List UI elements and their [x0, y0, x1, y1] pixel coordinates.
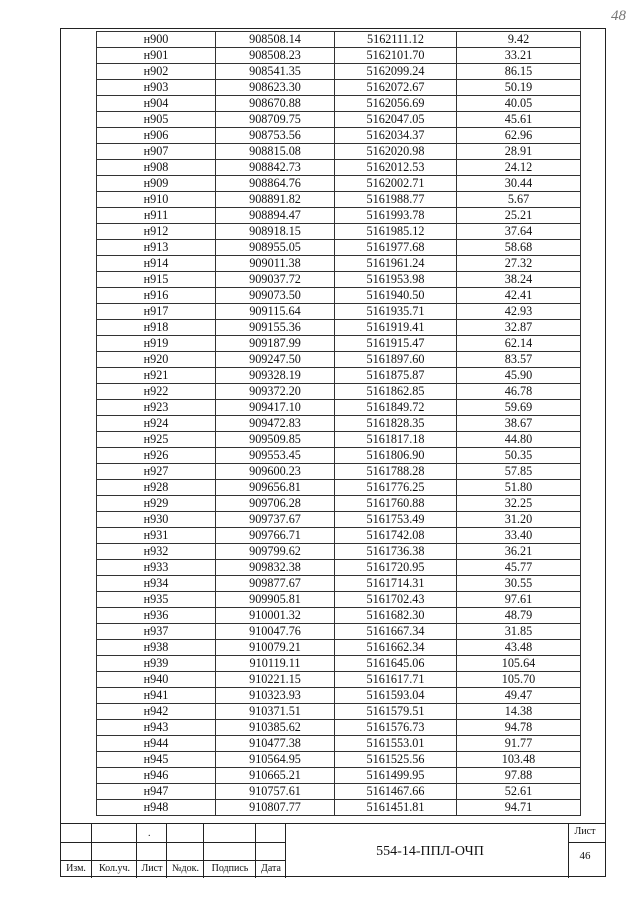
y-coordinate-cell: 5161742.08: [335, 528, 457, 544]
table-row: [97, 32, 581, 48]
distance-cell: 25.21: [457, 208, 581, 224]
label-kol-uch: Кол.уч.: [98, 863, 131, 874]
sheet-label: Лист: [574, 826, 596, 837]
table-row: [97, 592, 581, 608]
distance-cell: 105.64: [457, 656, 581, 672]
point-id-cell: н924: [97, 416, 216, 432]
x-coordinate-cell: 908864.76: [216, 176, 335, 192]
y-coordinate-cell: 5161961.24: [335, 256, 457, 272]
x-coordinate-cell: 909472.83: [216, 416, 335, 432]
x-coordinate-cell: 910564.95: [216, 752, 335, 768]
table-row: [97, 800, 581, 816]
distance-cell: 86.15: [457, 64, 581, 80]
distance-cell: 51.80: [457, 480, 581, 496]
point-id-cell: н916: [97, 288, 216, 304]
table-row: [97, 672, 581, 688]
x-coordinate-cell: 910757.61: [216, 784, 335, 800]
y-coordinate-cell: 5161499.95: [335, 768, 457, 784]
distance-cell: 94.71: [457, 800, 581, 816]
table-row: [97, 432, 581, 448]
y-coordinate-cell: 5161667.34: [335, 624, 457, 640]
point-id-cell: н918: [97, 320, 216, 336]
y-coordinate-cell: 5161645.06: [335, 656, 457, 672]
point-id-cell: н905: [97, 112, 216, 128]
distance-cell: 5.67: [457, 192, 581, 208]
y-coordinate-cell: 5162012.53: [335, 160, 457, 176]
x-coordinate-cell: 909656.81: [216, 480, 335, 496]
x-coordinate-cell: 908891.82: [216, 192, 335, 208]
point-id-cell: н904: [97, 96, 216, 112]
page-marker: 48: [611, 8, 626, 24]
y-coordinate-cell: 5161579.51: [335, 704, 457, 720]
label-data: Дата: [261, 863, 281, 874]
x-coordinate-cell: 909766.71: [216, 528, 335, 544]
distance-cell: 40.05: [457, 96, 581, 112]
x-coordinate-cell: 909187.99: [216, 336, 335, 352]
point-id-cell: н911: [97, 208, 216, 224]
distance-cell: 62.14: [457, 336, 581, 352]
x-coordinate-cell: 910001.32: [216, 608, 335, 624]
y-coordinate-cell: 5161988.77: [335, 192, 457, 208]
point-id-cell: н928: [97, 480, 216, 496]
x-coordinate-cell: 909247.50: [216, 352, 335, 368]
x-coordinate-cell: 910221.15: [216, 672, 335, 688]
x-coordinate-cell: 909037.72: [216, 272, 335, 288]
y-coordinate-cell: 5161736.38: [335, 544, 457, 560]
distance-cell: 24.12: [457, 160, 581, 176]
distance-cell: 27.32: [457, 256, 581, 272]
point-id-cell: н943: [97, 720, 216, 736]
table-row: [97, 544, 581, 560]
distance-cell: 62.96: [457, 128, 581, 144]
distance-cell: 9.42: [457, 32, 581, 48]
y-coordinate-cell: 5161617.71: [335, 672, 457, 688]
y-coordinate-cell: 5162047.05: [335, 112, 457, 128]
table-row: [97, 384, 581, 400]
table-row: [97, 736, 581, 752]
y-coordinate-cell: 5162072.67: [335, 80, 457, 96]
point-id-cell: н901: [97, 48, 216, 64]
distance-cell: 42.93: [457, 304, 581, 320]
distance-cell: 97.61: [457, 592, 581, 608]
distance-cell: 52.61: [457, 784, 581, 800]
point-id-cell: н912: [97, 224, 216, 240]
title-block: [60, 823, 606, 878]
y-coordinate-cell: 5162099.24: [335, 64, 457, 80]
y-coordinate-cell: 5161915.47: [335, 336, 457, 352]
distance-cell: 46.78: [457, 384, 581, 400]
x-coordinate-cell: 909877.67: [216, 576, 335, 592]
x-coordinate-cell: 908508.23: [216, 48, 335, 64]
point-id-cell: н923: [97, 400, 216, 416]
distance-cell: 105.70: [457, 672, 581, 688]
y-coordinate-cell: 5161977.68: [335, 240, 457, 256]
point-id-cell: н922: [97, 384, 216, 400]
x-coordinate-cell: 910665.21: [216, 768, 335, 784]
table-row: [97, 112, 581, 128]
distance-cell: 32.25: [457, 496, 581, 512]
point-id-cell: н908: [97, 160, 216, 176]
y-coordinate-cell: 5161897.60: [335, 352, 457, 368]
y-coordinate-cell: 5161753.49: [335, 512, 457, 528]
table-row: [97, 768, 581, 784]
table-row: [97, 272, 581, 288]
point-id-cell: н910: [97, 192, 216, 208]
label-ndok: №док.: [172, 863, 199, 874]
table-row: [97, 64, 581, 80]
x-coordinate-cell: 909799.62: [216, 544, 335, 560]
y-coordinate-cell: 5161862.85: [335, 384, 457, 400]
table-row: [97, 448, 581, 464]
distance-cell: 103.48: [457, 752, 581, 768]
distance-cell: 36.21: [457, 544, 581, 560]
y-coordinate-cell: 5161993.78: [335, 208, 457, 224]
table-row: [97, 624, 581, 640]
y-coordinate-cell: 5162034.37: [335, 128, 457, 144]
x-coordinate-cell: 908918.15: [216, 224, 335, 240]
table-row: [97, 784, 581, 800]
label-izm: Изм.: [66, 863, 86, 874]
stamp-dot: .: [148, 828, 151, 839]
distance-cell: 59.69: [457, 400, 581, 416]
table-row: [97, 576, 581, 592]
point-id-cell: н925: [97, 432, 216, 448]
y-coordinate-cell: 5162020.98: [335, 144, 457, 160]
table-row: [97, 464, 581, 480]
x-coordinate-cell: 909905.81: [216, 592, 335, 608]
table-row: [97, 176, 581, 192]
x-coordinate-cell: 910323.93: [216, 688, 335, 704]
table-row: [97, 416, 581, 432]
table-row: [97, 704, 581, 720]
point-id-cell: н913: [97, 240, 216, 256]
x-coordinate-cell: 910385.62: [216, 720, 335, 736]
y-coordinate-cell: 5161919.41: [335, 320, 457, 336]
label-podpis: Подпись: [211, 863, 249, 874]
y-coordinate-cell: 5161576.73: [335, 720, 457, 736]
label-list: Лист: [141, 863, 163, 874]
y-coordinate-cell: 5161875.87: [335, 368, 457, 384]
x-coordinate-cell: 909328.19: [216, 368, 335, 384]
distance-cell: 91.77: [457, 736, 581, 752]
table-row: [97, 256, 581, 272]
sheet-number: 46: [579, 850, 591, 862]
point-id-cell: н945: [97, 752, 216, 768]
y-coordinate-cell: 5161940.50: [335, 288, 457, 304]
table-row: [97, 96, 581, 112]
table-row: [97, 224, 581, 240]
x-coordinate-cell: 908623.30: [216, 80, 335, 96]
table-row: [97, 160, 581, 176]
x-coordinate-cell: 909155.36: [216, 320, 335, 336]
y-coordinate-cell: 5161467.66: [335, 784, 457, 800]
distance-cell: 50.19: [457, 80, 581, 96]
point-id-cell: н927: [97, 464, 216, 480]
distance-cell: 37.64: [457, 224, 581, 240]
point-id-cell: н915: [97, 272, 216, 288]
point-id-cell: н920: [97, 352, 216, 368]
distance-cell: 42.41: [457, 288, 581, 304]
x-coordinate-cell: 910047.76: [216, 624, 335, 640]
table-row: [97, 368, 581, 384]
y-coordinate-cell: 5161806.90: [335, 448, 457, 464]
point-id-cell: н933: [97, 560, 216, 576]
point-id-cell: н931: [97, 528, 216, 544]
point-id-cell: н944: [97, 736, 216, 752]
y-coordinate-cell: 5161760.88: [335, 496, 457, 512]
point-id-cell: н921: [97, 368, 216, 384]
point-id-cell: н934: [97, 576, 216, 592]
x-coordinate-cell: 909832.38: [216, 560, 335, 576]
x-coordinate-cell: 910807.77: [216, 800, 335, 816]
x-coordinate-cell: 908815.08: [216, 144, 335, 160]
x-coordinate-cell: 908955.05: [216, 240, 335, 256]
point-id-cell: н900: [97, 32, 216, 48]
y-coordinate-cell: 5162101.70: [335, 48, 457, 64]
y-coordinate-cell: 5161702.43: [335, 592, 457, 608]
point-id-cell: н946: [97, 768, 216, 784]
table-row: [97, 352, 581, 368]
table-row: [97, 128, 581, 144]
distance-cell: 58.68: [457, 240, 581, 256]
x-coordinate-cell: 909706.28: [216, 496, 335, 512]
y-coordinate-cell: 5161720.95: [335, 560, 457, 576]
distance-cell: 30.44: [457, 176, 581, 192]
table-row: [97, 208, 581, 224]
table-row: [97, 48, 581, 64]
table-row: [97, 240, 581, 256]
distance-cell: 33.40: [457, 528, 581, 544]
table-row: [97, 560, 581, 576]
y-coordinate-cell: 5161849.72: [335, 400, 457, 416]
distance-cell: 57.85: [457, 464, 581, 480]
point-id-cell: н917: [97, 304, 216, 320]
y-coordinate-cell: 5161553.01: [335, 736, 457, 752]
y-coordinate-cell: 5161953.98: [335, 272, 457, 288]
distance-cell: 31.85: [457, 624, 581, 640]
table-row: [97, 288, 581, 304]
x-coordinate-cell: 910371.51: [216, 704, 335, 720]
distance-cell: 28.91: [457, 144, 581, 160]
y-coordinate-cell: 5161788.28: [335, 464, 457, 480]
distance-cell: 31.20: [457, 512, 581, 528]
distance-cell: 38.24: [457, 272, 581, 288]
y-coordinate-cell: 5162056.69: [335, 96, 457, 112]
distance-cell: 45.90: [457, 368, 581, 384]
point-id-cell: н942: [97, 704, 216, 720]
point-id-cell: н947: [97, 784, 216, 800]
x-coordinate-cell: 908709.75: [216, 112, 335, 128]
point-id-cell: н907: [97, 144, 216, 160]
y-coordinate-cell: 5161817.18: [335, 432, 457, 448]
table-row: [97, 400, 581, 416]
distance-cell: 32.87: [457, 320, 581, 336]
y-coordinate-cell: 5161593.04: [335, 688, 457, 704]
table-row: [97, 640, 581, 656]
y-coordinate-cell: 5162111.12: [335, 32, 457, 48]
table-row: [97, 480, 581, 496]
distance-cell: 50.35: [457, 448, 581, 464]
x-coordinate-cell: 909011.38: [216, 256, 335, 272]
y-coordinate-cell: 5161985.12: [335, 224, 457, 240]
distance-cell: 45.77: [457, 560, 581, 576]
distance-cell: 30.55: [457, 576, 581, 592]
point-id-cell: н936: [97, 608, 216, 624]
y-coordinate-cell: 5161451.81: [335, 800, 457, 816]
x-coordinate-cell: 910477.38: [216, 736, 335, 752]
point-id-cell: н914: [97, 256, 216, 272]
table-row: [97, 144, 581, 160]
x-coordinate-cell: 908508.14: [216, 32, 335, 48]
table-row: [97, 528, 581, 544]
x-coordinate-cell: 909600.23: [216, 464, 335, 480]
point-id-cell: н948: [97, 800, 216, 816]
x-coordinate-cell: 909509.85: [216, 432, 335, 448]
point-id-cell: н903: [97, 80, 216, 96]
point-id-cell: н935: [97, 592, 216, 608]
distance-cell: 44.80: [457, 432, 581, 448]
x-coordinate-cell: 909417.10: [216, 400, 335, 416]
table-row: [97, 304, 581, 320]
distance-cell: 38.67: [457, 416, 581, 432]
distance-cell: 97.88: [457, 768, 581, 784]
point-id-cell: н906: [97, 128, 216, 144]
x-coordinate-cell: 908842.73: [216, 160, 335, 176]
document-code: 554-14-ППЛ-ОЧП: [376, 844, 484, 859]
coordinates-table: [96, 31, 581, 816]
point-id-cell: н926: [97, 448, 216, 464]
distance-cell: 43.48: [457, 640, 581, 656]
table-row: [97, 608, 581, 624]
x-coordinate-cell: 909372.20: [216, 384, 335, 400]
x-coordinate-cell: 910079.21: [216, 640, 335, 656]
y-coordinate-cell: 5161935.71: [335, 304, 457, 320]
point-id-cell: н930: [97, 512, 216, 528]
x-coordinate-cell: 909553.45: [216, 448, 335, 464]
distance-cell: 83.57: [457, 352, 581, 368]
distance-cell: 33.21: [457, 48, 581, 64]
x-coordinate-cell: 909073.50: [216, 288, 335, 304]
distance-cell: 94.78: [457, 720, 581, 736]
point-id-cell: н902: [97, 64, 216, 80]
table-row: [97, 496, 581, 512]
point-id-cell: н941: [97, 688, 216, 704]
distance-cell: 45.61: [457, 112, 581, 128]
point-id-cell: н937: [97, 624, 216, 640]
x-coordinate-cell: 909737.67: [216, 512, 335, 528]
table-row: [97, 320, 581, 336]
y-coordinate-cell: 5161682.30: [335, 608, 457, 624]
x-coordinate-cell: 908541.35: [216, 64, 335, 80]
point-id-cell: н929: [97, 496, 216, 512]
y-coordinate-cell: 5161525.56: [335, 752, 457, 768]
point-id-cell: н909: [97, 176, 216, 192]
table-row: [97, 512, 581, 528]
table-row: [97, 80, 581, 96]
point-id-cell: н938: [97, 640, 216, 656]
point-id-cell: н932: [97, 544, 216, 560]
distance-cell: 14.38: [457, 704, 581, 720]
table-row: [97, 752, 581, 768]
table-row: [97, 688, 581, 704]
x-coordinate-cell: 908670.88: [216, 96, 335, 112]
distance-cell: 49.47: [457, 688, 581, 704]
x-coordinate-cell: 908894.47: [216, 208, 335, 224]
table-row: [97, 656, 581, 672]
table-row: [97, 336, 581, 352]
distance-cell: 48.79: [457, 608, 581, 624]
x-coordinate-cell: 908753.56: [216, 128, 335, 144]
point-id-cell: н919: [97, 336, 216, 352]
point-id-cell: н939: [97, 656, 216, 672]
table-row: [97, 192, 581, 208]
point-id-cell: н940: [97, 672, 216, 688]
y-coordinate-cell: 5161828.35: [335, 416, 457, 432]
x-coordinate-cell: 910119.11: [216, 656, 335, 672]
x-coordinate-cell: 909115.64: [216, 304, 335, 320]
table-row: [97, 720, 581, 736]
y-coordinate-cell: 5161714.31: [335, 576, 457, 592]
y-coordinate-cell: 5161662.34: [335, 640, 457, 656]
y-coordinate-cell: 5162002.71: [335, 176, 457, 192]
y-coordinate-cell: 5161776.25: [335, 480, 457, 496]
